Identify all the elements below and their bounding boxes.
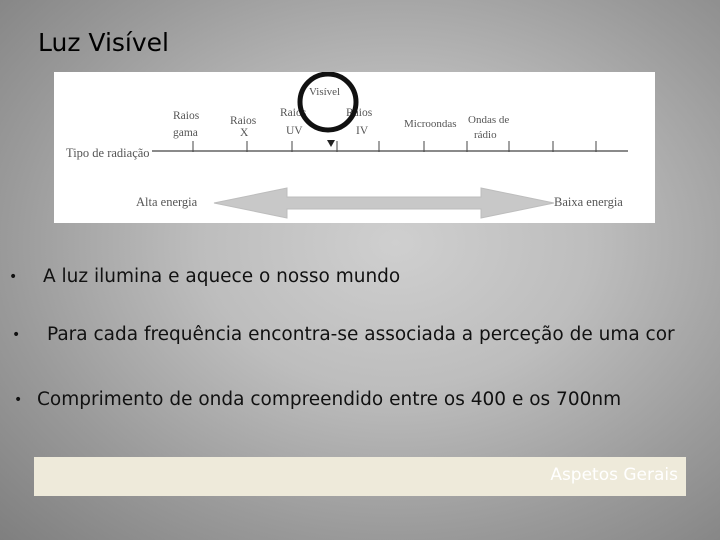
category-uv-line1: Raios — [280, 107, 307, 119]
category-microwave-line1: Microondas — [404, 118, 457, 130]
bullet-dot-icon: • — [9, 269, 18, 285]
low-energy-label: Baixa energia — [554, 195, 623, 209]
radiation-type-label: Tipo de radiação — [66, 146, 150, 160]
slide-title: Luz Visível — [38, 28, 169, 57]
high-energy-label: Alta energia — [136, 195, 198, 209]
footer-bar — [34, 457, 686, 496]
footer-label: Aspetos Gerais — [550, 465, 678, 485]
bullet-dot-icon: • — [12, 327, 21, 343]
category-gamma-line2: gama — [173, 127, 198, 139]
category-ir-line2: IV — [356, 125, 369, 137]
bullet-dot-icon: • — [14, 392, 23, 408]
category-gamma-line1: Raios — [173, 110, 200, 122]
bullet-item: Para cada frequência encontra-se associada a perceção de uma cor — [47, 324, 675, 345]
bullet-item: A luz ilumina e aquece o nosso mundo — [43, 266, 401, 287]
bullet-item: Comprimento de onda compreendido entre os 400 e os 700nm — [37, 389, 622, 410]
category-xray-line2: X — [240, 127, 249, 139]
visible-label: Visível — [309, 86, 341, 98]
category-xray-line1: Raios — [230, 115, 257, 127]
category-uv-line2: UV — [286, 125, 303, 137]
category-radio-line1: Ondas de — [468, 114, 510, 126]
category-radio-line2: rádio — [474, 129, 497, 141]
category-ir-line1: Raios — [346, 107, 373, 119]
